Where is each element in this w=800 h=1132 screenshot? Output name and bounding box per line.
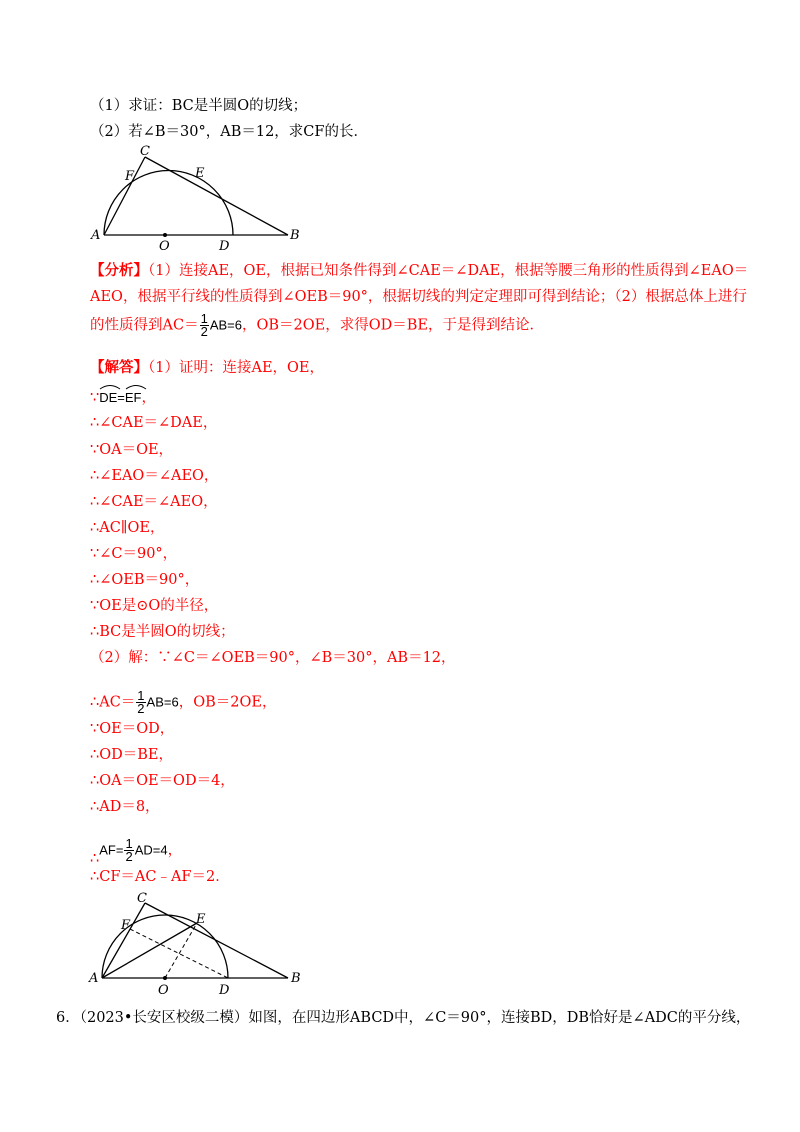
solution-tag: 【解答】 — [90, 359, 148, 376]
analysis-tag: 【分析】 — [90, 262, 148, 279]
step-ac — [90, 690, 276, 715]
label-C: C — [137, 891, 147, 906]
label-B: B — [290, 228, 300, 243]
center-point — [163, 233, 167, 237]
analysis-text-3a: 的性质得到AC＝ — [90, 317, 199, 334]
step-12: ∴OD＝BE， — [90, 747, 173, 763]
fraction-ac — [136, 690, 145, 715]
question-1: （1）求证：BC是半圆O的切线； — [90, 98, 308, 114]
analysis-line-2: AEO，根据平行线的性质得到∠OEB＝90°，根据切线的判定定理即可得到结论；（2）根据总体上进行 — [90, 289, 747, 305]
figure-1 — [85, 142, 325, 252]
label-B: B — [291, 971, 301, 986]
step-10: （2）解：∵∠C＝∠OEB＝90°，∠B＝30°，AB＝12， — [90, 650, 456, 666]
step-9: ∴BC是半圆O的切线； — [90, 624, 235, 640]
af-num: 1 — [125, 836, 133, 851]
arc-equality: ∵ DE= EF， — [90, 385, 156, 407]
ac-post: ，OB＝2OE， — [178, 694, 277, 711]
analysis-text-1: （1）连接AE，OE，根据已知条件得到∠CAE＝∠DAE，根据等腰三角形的性质得到∠EAO＝ — [148, 263, 749, 279]
arc-DE — [99, 385, 117, 407]
question-2: （2）若∠B＝30°，AB＝12，求CF的长． — [90, 124, 368, 140]
ac-num: 1 — [137, 688, 145, 703]
step-11: ∵OE＝OD， — [90, 721, 175, 737]
step-13: ∴OA＝OE＝OD＝4， — [90, 773, 235, 789]
therefore-symbol: ∴ — [90, 850, 100, 867]
label-D: D — [219, 983, 230, 998]
step-2: ∵OA＝OE， — [90, 442, 174, 458]
step-7: ∴∠OEB＝90°， — [90, 572, 200, 588]
step-1: ∴∠CAE＝∠DAE， — [90, 415, 218, 431]
label-D: D — [219, 239, 230, 252]
arc-right-text: EF — [124, 390, 142, 405]
segment-AC — [102, 903, 145, 978]
since-symbol: ∵ — [90, 390, 100, 406]
segment-AE — [102, 923, 197, 978]
analysis-text-3b: ，OB＝2OE，求得OD＝BE，于是得到结论． — [241, 317, 544, 334]
step-af — [90, 836, 183, 867]
segment-CB — [145, 157, 288, 235]
arc-left-text: DE — [99, 390, 118, 405]
af-rest: AD=4 — [134, 842, 168, 858]
step-6: ∵∠C＝90°， — [90, 546, 178, 562]
ac-rest: AB=6 — [146, 694, 179, 710]
label-O: O — [158, 983, 169, 998]
analysis-line-3 — [90, 313, 544, 338]
dashed-OE — [165, 923, 197, 978]
ac-den: 2 — [137, 701, 145, 716]
solution-intro-text: （1）证明：连接AE，OE， — [148, 360, 325, 376]
label-C: C — [140, 144, 150, 159]
step-8: ∵OE是⊙O的半径， — [90, 598, 219, 614]
frac-rest: AB=6 — [209, 317, 242, 333]
step-3: ∴∠EAO＝∠AEO， — [90, 468, 219, 484]
label-A: A — [89, 971, 99, 986]
figure-2 — [85, 888, 325, 998]
label-E: E — [196, 912, 206, 927]
frac-num: 1 — [200, 311, 208, 326]
af-den: 2 — [125, 849, 133, 864]
step-cf: ∴CF＝AC﹣AF＝2． — [90, 869, 230, 885]
semicircle — [104, 171, 233, 235]
center-point — [163, 976, 167, 980]
solution-intro — [90, 359, 324, 377]
step-5: ∴AC∥OE， — [90, 520, 165, 536]
fraction-half — [200, 313, 209, 338]
analysis-line-1 — [90, 262, 748, 280]
label-F: F — [121, 918, 131, 933]
step-14: ∴AD＝8， — [90, 799, 160, 815]
label-E: E — [195, 166, 205, 181]
af-post: ， — [167, 842, 183, 859]
label-F: F — [125, 169, 135, 184]
arc-equals: = — [117, 390, 125, 405]
next-problem: 6．（2023•长安区校级二模）如图，在四边形ABCD中，∠C＝90°，连接BD，DB恰好是∠ADC的平分线， — [56, 1010, 751, 1026]
frac-den: 2 — [200, 324, 208, 339]
fraction-af — [124, 838, 133, 863]
ac-pre: ∴AC＝ — [90, 694, 136, 711]
step-4: ∴∠CAE＝∠AEO， — [90, 494, 218, 510]
label-A: A — [91, 228, 101, 243]
arc-EF — [125, 385, 142, 407]
af-pre: AF= — [99, 842, 124, 858]
label-O: O — [159, 239, 170, 252]
